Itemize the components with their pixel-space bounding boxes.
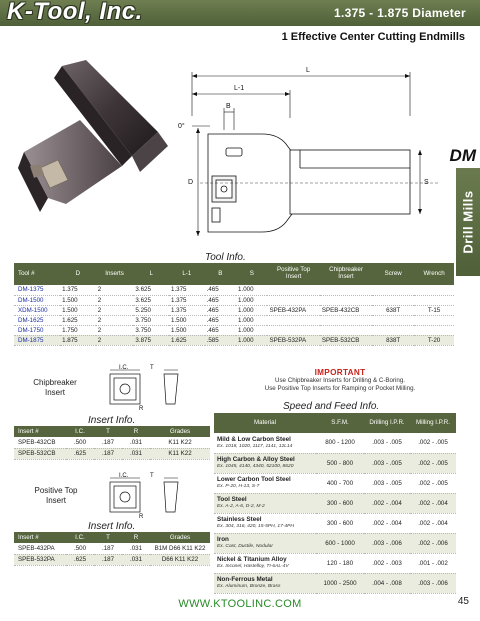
chipbreaker-label-line2: Insert [44,388,65,398]
cell-d: 1.750 [60,325,96,335]
cell-drilling: .003 - .005 [364,433,410,453]
cell-l1: 1.500 [169,325,205,335]
cell-positive-top: SPEB-432PA [267,305,319,315]
chipbreaker-insert-label [30,378,80,399]
col-d: D [60,263,96,285]
table-row [214,493,456,513]
tool-info-table [14,263,454,346]
col-t: T [94,532,122,543]
insert-info-caption: Insert Info. [88,415,136,426]
cell-l: 3.750 [133,315,169,325]
cell-sfm: 300 - 600 [316,493,364,513]
tool-number-link[interactable]: DM-1625 [14,315,60,325]
cell-r: .031 [122,554,150,565]
chipbreaker-insert-table [14,426,210,460]
cell-d: 1.500 [60,295,96,305]
material-example: Ex. A-2, A-6, D-2, M-2 [217,503,265,509]
cell-sfm: 300 - 600 [316,513,364,533]
cell-insert: SPEB-432CB [14,437,66,448]
material-name: Non-Ferrous Metal [217,576,273,583]
diameter-range-title: 1.375 - 1.875 Diameter [333,6,466,20]
cell-screw [372,285,414,295]
cell-wrench [414,325,454,335]
tool-outline [208,134,410,232]
cell-sfm: 800 - 1200 [316,433,364,453]
cell-wrench: T-15 [414,305,454,315]
cell-grades: K11 K22 [150,448,210,459]
tool-table-header [14,263,454,285]
cell-ic: .625 [66,554,94,565]
cell-chipbreaker: SPEB-532CB [320,335,372,345]
material-example: Ex. Inconel, Hastelloy, TI-6AL-4V [217,563,289,569]
dim-label-b: B [226,103,231,110]
col-l: L [133,263,169,285]
cell-l1: 1.375 [169,285,205,295]
table-row [214,513,456,533]
positive-top-r-label: R [139,514,144,520]
col-r: R [122,426,150,437]
table-row [14,305,454,315]
chipbreaker-label-line1: Chipbreaker [33,378,77,387]
table-row [214,573,456,593]
cell-d: 1.625 [60,315,96,325]
positive-top-insert-diagram [104,472,194,520]
positive-top-label-line1: Positive Top [34,486,78,495]
cell-drilling: .004 - .008 [364,573,410,593]
cell-d: 1.375 [60,285,96,295]
cell-l: 3.875 [133,335,169,345]
table-row [214,553,456,573]
cell-ic: .500 [66,437,94,448]
col-grades: Grades [150,532,210,543]
cell-drilling: .002 - .004 [364,493,410,513]
cell-b: .465 [205,315,236,325]
cell-chipbreaker: SPEB-432CB [320,305,372,315]
col-inserts: Inserts [96,263,134,285]
table-row [14,285,454,295]
cell-drilling: .002 - .003 [364,553,410,573]
cell-insert: SPEB-532PA [14,554,66,565]
cell-screw [372,295,414,305]
cell-milling: .002 - .005 [410,453,456,473]
col-drilling-ipr: Drilling I.P.R. [364,413,410,433]
table-row [214,473,456,493]
table-row [14,554,210,565]
cell-l: 3.750 [133,325,169,335]
positive-top-insert-table [14,532,210,566]
category-tab-label: Drill Mills [460,190,476,254]
cell-t: .187 [94,448,122,459]
cell-drilling: .003 - .006 [364,533,410,553]
dim-label-angle: 0° [178,123,185,130]
cell-t: .187 [94,554,122,565]
material-example: Ex. Aluminum, Bronze, Brass [217,583,281,589]
col-material: Material [214,413,316,433]
speed-feed-table [214,413,456,594]
cell-l1: 1.625 [169,335,205,345]
cell-sfm: 400 - 700 [316,473,364,493]
col-r: R [122,532,150,543]
cell-l1: 1.375 [169,305,205,315]
positive-top-t-label: T [150,473,154,479]
material-name: High Carbon & Alloy Steel [217,456,295,463]
cell-milling: .001 - .002 [410,553,456,573]
col-insert: Insert # [14,532,66,543]
col-positive-top: Positive Top Insert [267,263,319,285]
cell-b: .465 [205,285,236,295]
material-name: Tool Steel [217,496,247,503]
cell-grades: K11 K22 [150,437,210,448]
cell-wrench [414,315,454,325]
cell-milling: .002 - .004 [410,493,456,513]
chipbreaker-ic-label: I.C. [119,365,129,371]
cell-ic: .500 [66,543,94,554]
col-tool: Tool # [14,263,60,285]
cell-screw: 838T [372,335,414,345]
positive-top-label-line2: Insert [45,496,66,506]
speed-feed-header [214,413,456,433]
cell-d: 1.875 [60,335,96,345]
tool-number-link[interactable]: DM-1875 [14,335,60,345]
header-band [0,0,480,26]
cell-s: 1.000 [236,295,267,305]
cell-inserts: 2 [96,335,134,345]
cell-d: 1.500 [60,305,96,315]
cell-drilling: .003 - .005 [364,473,410,493]
page-number: 45 [457,596,469,607]
cell-l: 3.625 [133,295,169,305]
company-logo: K-Tool, Inc. [7,0,143,25]
material-name: Lower Carbon Tool Steel [217,476,291,483]
table-row [214,433,456,453]
cell-inserts: 2 [96,315,134,325]
cell-wrench [414,285,454,295]
col-screw: Screw [372,263,414,285]
table-row [14,335,454,345]
material-example: Ex. 1045, 4140, 4340, 52100, 8620 [217,463,294,469]
cell-sfm: 120 - 180 [316,553,364,573]
cell-l1: 1.375 [169,295,205,305]
tool-info-caption: Tool Info. [205,252,246,263]
tool-number-link[interactable]: XDM-1500 [14,305,60,315]
material-name: Stainless Steel [217,516,262,523]
material-example: Ex. P-20, H-13, S-7 [217,483,260,489]
cell-grades: D66 K11 K22 [150,554,210,565]
cell-milling: .002 - .004 [410,513,456,533]
cell-milling: .002 - .005 [410,433,456,453]
cell-positive-top [267,325,319,335]
material-name: Nickel & Titanium Alloy [217,556,287,563]
cell-positive-top [267,285,319,295]
cell-chipbreaker [320,295,372,305]
important-note [240,368,440,394]
table-row [214,453,456,473]
table-row [14,448,210,459]
positive-top-insert-label [28,486,84,507]
tool-render [18,60,168,212]
cell-positive-top: SPEB-532PA [267,335,319,345]
cell-s: 1.000 [236,285,267,295]
col-ic: I.C. [66,532,94,543]
cell-chipbreaker [320,285,372,295]
material-example: Ex. 1018, 1020, 1117, 1141, 12L14 [217,443,293,449]
cell-b: .465 [205,325,236,335]
website-link[interactable]: WWW.KTOOLINC.COM [178,598,302,610]
cell-milling: .002 - .006 [410,533,456,553]
tool-number-link[interactable]: DM-1375 [14,285,60,295]
cell-l1: 1.500 [169,315,205,325]
col-b: B [205,263,236,285]
table-row [14,437,210,448]
table-row [14,295,454,305]
cell-s: 1.000 [236,335,267,345]
col-sfm: S.F.M. [316,413,364,433]
insert-info-caption-2: Insert Info. [88,521,136,532]
material-example: Ex. Cast, Ductile, Nodular [217,543,273,549]
cell-screw [372,315,414,325]
cell-milling: .003 - .006 [410,573,456,593]
cell-inserts: 2 [96,305,134,315]
category-tab[interactable] [456,168,480,276]
table-row [14,543,210,554]
cell-drilling: .002 - .004 [364,513,410,533]
cell-grades: B1M D66 K11 K22 [150,543,210,554]
table-row [214,533,456,553]
cell-wrench: T-20 [414,335,454,345]
chipbreaker-t-label: T [150,365,154,371]
cell-t: .187 [94,543,122,554]
series-label: DM [449,146,476,165]
cell-positive-top [267,315,319,325]
cell-insert: SPEB-532CB [14,448,66,459]
dim-label-l1: L-1 [234,85,245,92]
cell-inserts: 2 [96,295,134,305]
cell-s: 1.000 [236,315,267,325]
important-line-1: Use Chipbreaker Inserts for Drilling & C-Boring. [275,377,405,384]
col-chipbreaker: Chipbreaker Insert [320,263,372,285]
cell-insert: SPEB-432PA [14,543,66,554]
cell-l: 5.250 [133,305,169,315]
insert-table-header [14,426,210,437]
cell-r: .031 [122,437,150,448]
col-ic: I.C. [66,426,94,437]
cell-screw [372,325,414,335]
cell-ic: .625 [66,448,94,459]
cell-l: 3.625 [133,285,169,295]
cell-positive-top [267,295,319,305]
cell-r: .031 [122,448,150,459]
col-milling-ipr: Milling I.P.R. [410,413,456,433]
table-row [14,325,454,335]
dim-label-s: S [424,179,429,186]
col-wrench: Wrench [414,263,454,285]
cell-b: .465 [205,295,236,305]
table-row [14,315,454,325]
cell-sfm: 1000 - 2500 [316,573,364,593]
cell-t: .187 [94,437,122,448]
chipbreaker-insert-diagram [104,364,194,412]
col-insert: Insert # [14,426,66,437]
cell-drilling: .003 - .005 [364,453,410,473]
col-grades: Grades [150,426,210,437]
tool-drawing [0,56,456,246]
chipbreaker-r-label: R [139,406,144,412]
important-line-2: Use Positive Top Inserts for Ramping or Pocket Milling. [264,385,416,393]
material-example: Ex. 304, 316, 420, 15-5PH, 17-4PH [217,523,294,529]
material-name: Mild & Low Carbon Steel [217,435,291,443]
cell-r: .031 [122,543,150,554]
positive-top-ic-label: I.C. [119,473,129,479]
cell-sfm: 500 - 800 [316,453,364,473]
page-subtitle: 1 Effective Center Cutting Endmills [281,31,465,43]
important-heading: IMPORTANT [314,368,366,377]
col-l1: L-1 [169,263,205,285]
cell-milling: .002 - .005 [410,473,456,493]
material-name: Iron [217,536,229,543]
col-t: T [94,426,122,437]
dim-label-l: L [306,67,310,74]
cell-chipbreaker [320,325,372,335]
cell-b: .585 [205,335,236,345]
cell-inserts: 2 [96,285,134,295]
tool-number-link[interactable]: DM-1500 [14,295,60,305]
cell-sfm: 600 - 1000 [316,533,364,553]
cell-s: 1.000 [236,305,267,315]
cell-b: .465 [205,305,236,315]
speed-feed-caption: Speed and Feed Info. [283,401,380,412]
tool-number-link[interactable]: DM-1750 [14,325,60,335]
insert-table-header [14,532,210,543]
cell-inserts: 2 [96,325,134,335]
cell-chipbreaker [320,315,372,325]
dim-label-d: D [188,179,194,186]
cell-s: 1.000 [236,325,267,335]
col-s: S [236,263,267,285]
cell-wrench [414,295,454,305]
cell-screw: 638T [372,305,414,315]
